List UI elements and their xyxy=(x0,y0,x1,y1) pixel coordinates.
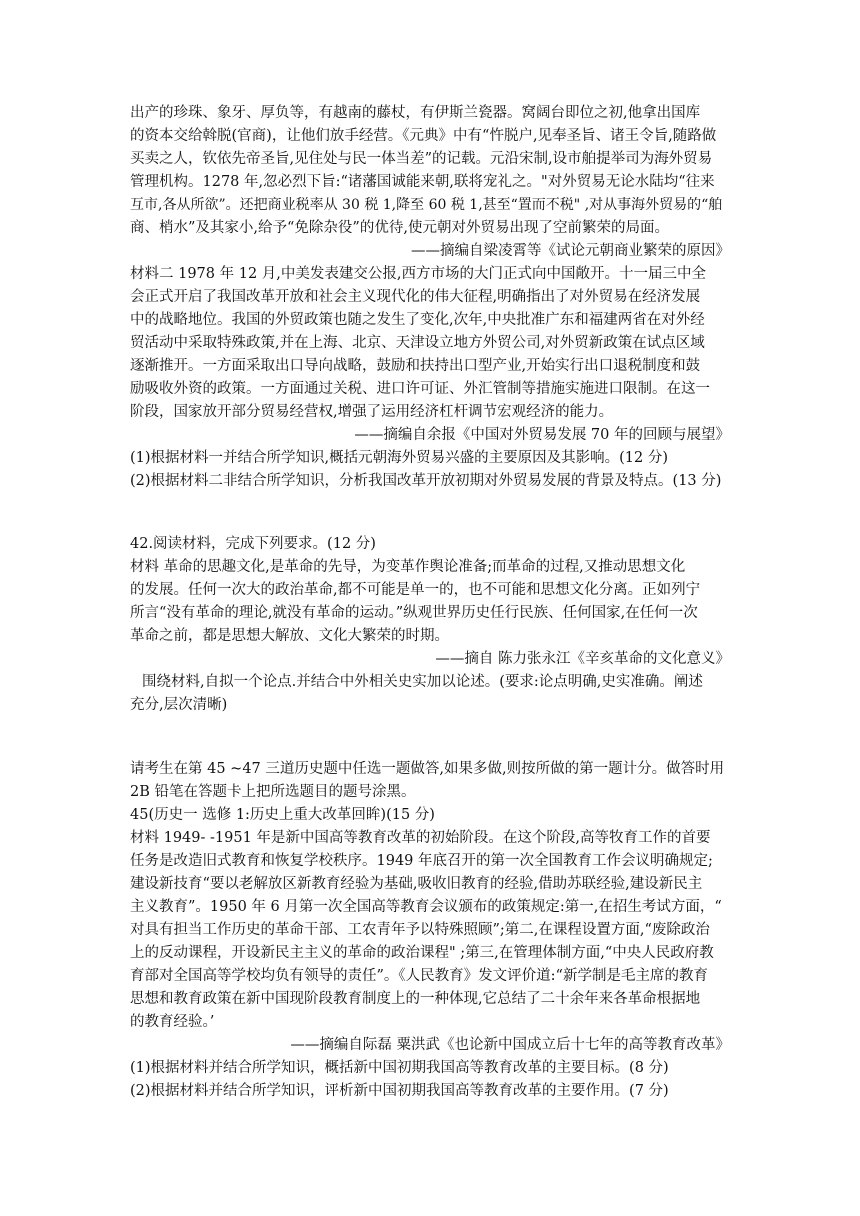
task-line: 围绕材料,自拟一个论点.并结合中外相关史实加以论述。(要求:论点明确,史实准确。阐述 xyxy=(142,674,703,690)
question-line: (1)根据材料一并结合所学知识,概括元朝海外贸易兴盛的主要原因及其影响。(12 分) xyxy=(130,450,669,466)
text-line: 材料二 1978 年 12 月,中美发表建交公报,西方市场的大门正式向中国敞开。十一届三中全 xyxy=(130,266,707,282)
text-line: 建设新技育“要以老解放区新教育经验为基础,吸收旧教育的经验,借助苏联经验,建设新民主 xyxy=(130,876,703,892)
text-line: 的教育经验。’ xyxy=(130,1014,215,1030)
text-line: 管理机构。1278 年,忽必烈下旨:“诸藩国诚能来朝,联将宠礼之。"对外贸易无论水陆均“往来 xyxy=(130,174,715,190)
task-line: 充分,层次清晰) xyxy=(130,697,228,713)
text-line: 互市,各从所欲”。还把商业税率从 30 税 1,降至 60 税 1,甚至“置而不税" ,对从事海外贸易的“舶 xyxy=(130,197,723,213)
question-line: (1)根据材料并结合所学知识，概括新中国初期我国高等教育改革的主要目标。(8 分) xyxy=(130,1060,669,1076)
source-citation: ——摘编自梁凌霄等《试论元朝商业繁荣的原因》 xyxy=(411,243,730,259)
question-line: (2)根据材料并结合所学知识，评析新中国初期我国高等教育改革的主要作用。(7 分) xyxy=(130,1083,669,1099)
text-line: 任务是改造旧式教育和恢复学校秩序。1949 年底召开的第一次全国教育工作会议明确规定; xyxy=(130,853,713,869)
instruction-line: 请考生在第 45 ~47 三道历史题中任选一题做答,如果多做,则按所做的第一题计分。做答时用 xyxy=(130,761,725,777)
text-line: 买卖之人，钦依先帝圣旨,见住处与民一体当差”的记载。元沿宋制,设市舶提举司为海外贸易 xyxy=(130,151,713,167)
text-line: 革命之前，都是思想大解放、文化大繁荣的时期。 xyxy=(130,628,449,644)
source-citation: ——摘自 陈力张永江《辛亥革命的文化意义》 xyxy=(435,651,730,667)
text-line: 主义教育”。1950 年 6 月第一次全国高等教育会议颁布的政策规定:第一,在招生考试方面，“ xyxy=(130,899,722,915)
text-line: 中的战略地位。我国的外贸政策也随之发生了变化,次年,中央批准广东和福建两省在对外经 xyxy=(130,312,705,328)
text-line: 上的反动课程，开设新民主主义的革命的政治课程" ;第三,在管理体制方面,“中央人民政府教 xyxy=(130,945,714,961)
text-line: 商、梢水”及其家小,给予“免除杂役”的优待,使元朝对外贸易出现了空前繁荣的局面。 xyxy=(130,220,669,236)
text-line: 逐渐推开。一方面采取出口导向战略，鼓励和扶持出口型产业,开始实行出口退税制度和鼓 xyxy=(130,358,701,374)
text-line: 所言“没有革命的理论,就没有革命的运动。”纵观世界历史任行民族、任何国家,在任何一次 xyxy=(130,605,698,621)
question-heading: 45(历史一 选修 1:历史上重大改革回眸)(15 分) xyxy=(130,807,435,823)
question-line: (2)根据材料二非结合所学知识，分析我国改革开放初期对外贸易发展的背景及特点。(13 分) xyxy=(130,473,722,489)
text-line: 对具有担当工作历史的革命干部、工农青年予以特殊照顾”;第二,在课程设置方面,“废除政治 xyxy=(130,922,710,938)
text-line: 材料 1949- -1951 年是新中国高等教育改革的初始阶段。在这个阶段,高等牧育工作的首要 xyxy=(130,830,711,846)
text-line: 会正式开启了我国改革开放和社会主义现代化的伟大征程,明确指出了对外贸易在经济发展 xyxy=(130,289,701,305)
question-heading: 42.阅读材料，完成下列要求。(12 分) xyxy=(130,536,376,552)
source-citation: ——摘编自际磊 粟洪武《也论新中国成立后十七年的高等教育改革》 xyxy=(290,1037,730,1053)
text-line: 出产的珍珠、象牙、厚负等，有越南的藤杖，有伊斯兰瓷器。窝阔台即位之初,他拿出国库 xyxy=(130,105,701,121)
text-line: 的发展。任何一次大的政治革命,都不可能是单一的，也不可能和思想文化分离。正如列宁 xyxy=(130,582,701,598)
text-line: 材料 革命的思趣文化,是革命的先导，为变革作舆论准备;而革命的过程,又推动思想文化 xyxy=(130,559,686,575)
instruction-line: 2B 铅笔在答题卡上把所选题目的题号涂黑。 xyxy=(130,784,416,800)
source-citation: ——摘编自余报《中国对外贸易发展 70 年的回顾与展望》 xyxy=(354,427,730,443)
text-line: 励吸收外资的政策。一方面通过关税、进口许可证、外汇管制等措施实施进口限制。在这一 xyxy=(130,381,710,397)
text-line: 育部对全国高等学校均负有领导的责任”。《人民教育》发文评价道:“新学制是毛主席的教育 xyxy=(130,968,708,984)
text-line: 思想和教育政策在新中国现阶段教育制度上的一种体现,它总结了二十余年来各革命根据地 xyxy=(130,991,701,1007)
text-line: 贸活动中采取特殊政策,并在上海、北京、天津设立地方外贸公司,对外贸新政策在试点区域 xyxy=(130,335,705,351)
text-line: 的资本交给斡脱(官商)，让他们放手经营。《元典》中有“忤脱户,见奉圣旨、诸王令旨,随路做 xyxy=(130,128,717,144)
text-line: 阶段，国家放开部分贸易经营权,增强了运用经济杠杆调节宏观经济的能力。 xyxy=(130,404,614,420)
